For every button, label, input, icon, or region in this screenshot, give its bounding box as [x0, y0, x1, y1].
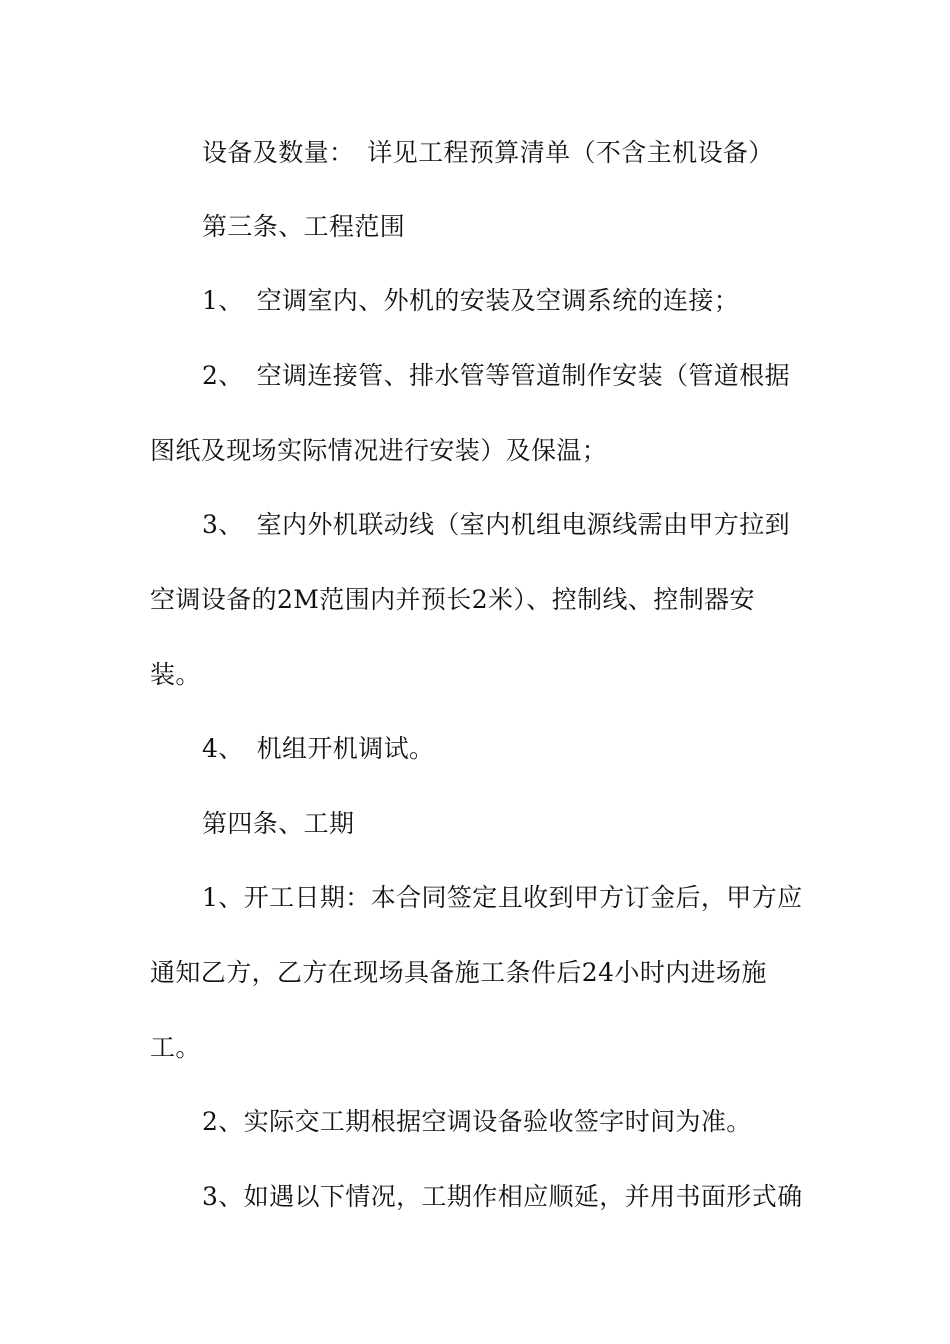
scope-item-3-line-1: 3、 室内外机联动线（室内机组电源线需由甲方拉到 — [202, 510, 791, 539]
schedule-item-3-line-1: 3、如遇以下情况，工期作相应顺延，并用书面形式确 — [202, 1182, 803, 1211]
scope-item-2-line-2: 图纸及现场实际情况进行安装）及保温； — [150, 436, 608, 465]
scope-item-4: 4、 机组开机调试。 — [202, 734, 435, 763]
scope-item-3-line-2: 空调设备的2M范围内并预长2米）、控制线、控制器安 — [150, 585, 755, 614]
schedule-item-1-line-2: 通知乙方，乙方在现场具备施工条件后24小时内进场施 — [150, 958, 767, 987]
schedule-item-1-line-1: 1、开工日期：本合同签定且收到甲方订金后，甲方应 — [202, 883, 803, 912]
article-four-heading: 第四条、工期 — [202, 809, 355, 838]
schedule-item-2: 2、实际交工期根据空调设备验收签字时间为准。 — [202, 1107, 752, 1136]
scope-item-2-line-1: 2、 空调连接管、排水管等管道制作安装（管道根据 — [202, 361, 791, 390]
equipment-quantity-line: 设备及数量： 详见工程预算清单（不含主机设备） — [202, 138, 774, 167]
article-three-heading: 第三条、工程范围 — [202, 212, 406, 241]
scope-item-3-line-3: 装。 — [150, 660, 201, 689]
schedule-item-1-line-3: 工。 — [150, 1033, 201, 1062]
scope-item-1: 1、 空调室内、外机的安装及空调系统的连接； — [202, 286, 740, 315]
